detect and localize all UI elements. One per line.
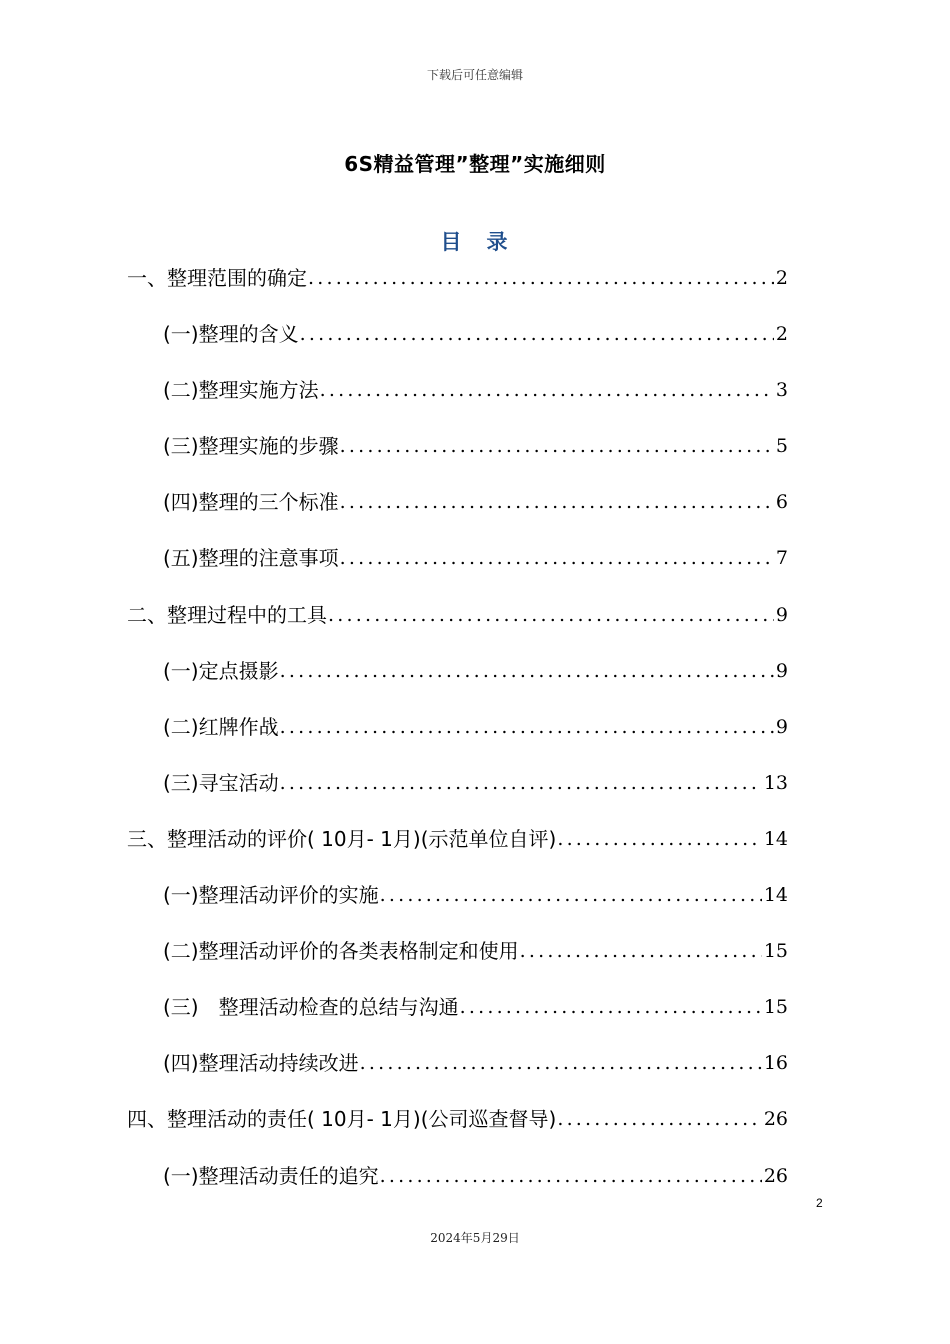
toc-entry[interactable] (127, 657, 788, 685)
toc-entry[interactable] (127, 432, 788, 460)
toc-entry[interactable] (127, 937, 788, 965)
toc-entry-page: 26 (763, 1108, 788, 1131)
toc-entry[interactable] (127, 264, 788, 292)
toc-entry-label: (三)寻宝活动 (163, 770, 279, 795)
toc-dot-leader (340, 488, 774, 516)
toc-entry[interactable] (127, 825, 788, 853)
toc-entry-label: 三、整理活动的评价( 10月- 1月)(示范单位自评) (127, 826, 557, 851)
toc-dot-leader (380, 881, 762, 909)
toc-dot-leader (340, 432, 774, 460)
toc-entry[interactable] (127, 1049, 788, 1077)
toc-entry-label: (二)红牌作战 (163, 714, 279, 739)
toc-entry[interactable] (127, 601, 788, 629)
footer-date: 2024年5月29日 (430, 1231, 520, 1245)
toc-dot-leader (320, 376, 774, 404)
toc-entry[interactable] (127, 1162, 788, 1190)
toc-entry-page: 13 (763, 771, 788, 794)
toc-entry[interactable] (127, 544, 788, 572)
toc-dot-leader (380, 1162, 762, 1190)
toc-entry-page: 9 (775, 659, 788, 682)
toc-dot-leader (520, 937, 762, 965)
toc-entry[interactable] (127, 1105, 788, 1133)
toc-entry-page: 14 (763, 827, 788, 850)
toc-dot-leader (340, 544, 774, 572)
toc-entry[interactable] (127, 993, 788, 1021)
header-note: 下载后可任意编辑 (426, 68, 523, 82)
toc-entry-page: 26 (763, 1164, 788, 1187)
toc-entry-page: 15 (763, 996, 788, 1019)
toc-entry-page: 2 (775, 267, 788, 289)
table-of-contents (127, 264, 788, 1190)
toc-dot-leader (557, 825, 761, 853)
toc-entry-page: 2 (775, 323, 788, 346)
toc-entry-label: (五)整理的注意事项 (163, 546, 339, 571)
document-title: 6S精益管理”整理”实施细则 (344, 152, 606, 176)
toc-entry-page: 7 (775, 547, 788, 570)
toc-entry-page: 9 (775, 715, 788, 738)
toc-entry-label: (四)整理活动持续改进 (163, 1051, 359, 1076)
toc-entry-label: (一)整理活动评价的实施 (163, 883, 379, 908)
toc-dot-leader (280, 769, 762, 797)
toc-entry-label: (一)整理的含义 (163, 322, 299, 347)
toc-heading: 目 录 (440, 229, 510, 254)
toc-dot-leader (460, 993, 762, 1021)
toc-entry[interactable] (127, 769, 788, 797)
toc-entry-label: (一)定点摄影 (163, 658, 279, 683)
toc-entry[interactable] (127, 376, 788, 404)
toc-entry[interactable] (127, 488, 788, 516)
toc-entry-label: (二)整理活动评价的各类表格制定和使用 (163, 939, 519, 964)
toc-entry-label: 一、整理范围的确定 (127, 266, 307, 290)
toc-dot-leader (557, 1105, 761, 1133)
toc-dot-leader (360, 1049, 762, 1077)
toc-entry-page: 6 (775, 491, 788, 514)
page-number: 2 (816, 1196, 823, 1210)
toc-dot-leader (308, 264, 774, 292)
toc-dot-leader (280, 657, 774, 685)
toc-entry-page: 9 (775, 603, 788, 626)
toc-entry-page: 15 (763, 940, 788, 963)
toc-entry-label: 二、整理过程中的工具 (127, 602, 327, 627)
toc-entry-page: 3 (775, 379, 788, 402)
toc-entry[interactable] (127, 320, 788, 348)
toc-entry-label: (二)整理实施方法 (163, 378, 319, 403)
toc-entry-label: (四)整理的三个标准 (163, 490, 339, 515)
toc-entry[interactable] (127, 713, 788, 741)
toc-entry-page: 5 (775, 435, 788, 458)
toc-dot-leader (280, 713, 774, 741)
toc-entry-label: (一)整理活动责任的追究 (163, 1163, 379, 1188)
toc-entry-label: (三) 整理活动检查的总结与沟通 (163, 995, 459, 1020)
toc-entry-label: (三)整理实施的步骤 (163, 434, 339, 459)
toc-entry[interactable] (127, 881, 788, 909)
toc-dot-leader (300, 320, 774, 348)
toc-entry-page: 16 (763, 1052, 788, 1075)
toc-entry-label: 四、整理活动的责任( 10月- 1月)(公司巡查督导) (127, 1107, 557, 1132)
toc-entry-page: 14 (763, 884, 788, 907)
toc-dot-leader (328, 601, 774, 629)
